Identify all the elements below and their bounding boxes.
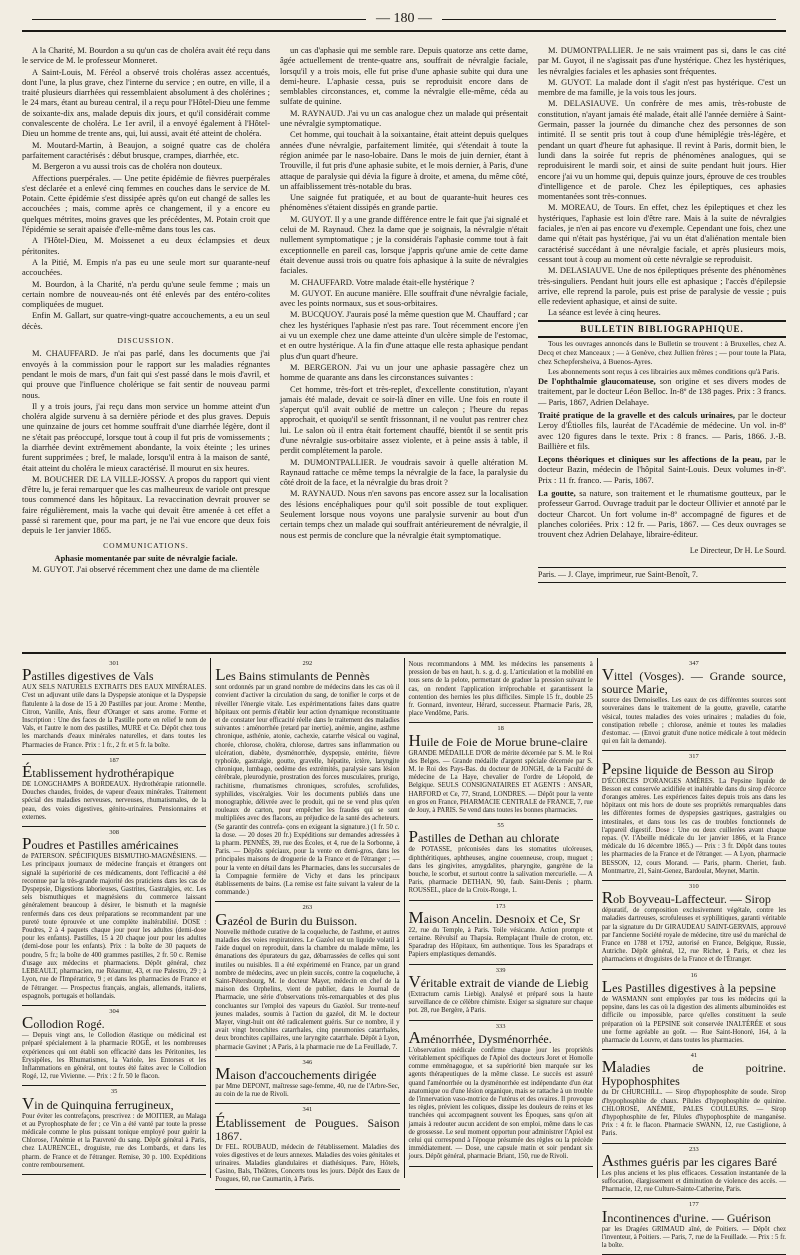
bulletin-intro-2: Les abonnements sont reçus à ces librairies aux mêmes conditions qu'à Paris. [548, 367, 780, 377]
advertisement [22, 755, 206, 827]
paragraph: M. DELASIAUVE. Une de nos épileptiques présente des phénomènes très-singuliers. Pendant huit jours elle est aphasique ; l'accès d'épilepsie arrive, elle reprend la parole, puis est prise de paralysie de vessie ; puis elle redevient aphasique, et ainsi de suite. [538, 266, 786, 307]
bulletin-item-text: son origine et ses divers modes de traitement, par le docteur Léon Belloc. In-8º de 138 pages. Prix : 3 francs. — Paris, 1867, Adrien Delahaye. [538, 377, 787, 407]
paragraph: M. CHAUFFARD. Votre malade était-elle hystérique ? [290, 277, 475, 287]
advertisement [409, 1021, 593, 1167]
ad-text: L'observation médicale confirme chaque jour les propriétés véritablement spécifiques de l'Apiol des docteurs Joret et Homolle comme emménagogue, et sa supériorité bien marquée sur les agents thérapeutiques de la même classe. Le succès est assuré quand l'aménorrhée ou la dysménorrhée est indépendante d'un état anatomique ou d'une lésion organique, mais se rattache à un trouble de l'innervation vaso-motrice de l'utérus et des ovaires. Il provoque les règles, prévient les coliques, dissipe les douleurs de reins et les tranchées qui accompagnent souvent les Époques, sans qu'on ait jamais à redouter aucun accident de son emploi, même dans le cas de grossesse. Le seul moment opportun pour administrer l'Apiol est celui qui correspond à l'époque présumée des règles ou la précède immédiatement. — Dose, une capsule matin et soir pendant six jours. Dépôt général, pharmacie Briant, 150, rue de Rivoli. [408, 1046, 593, 1161]
article-column-1 [22, 46, 270, 646]
communications-text: M. GUYOT. J'ai observé récemment chez une dame de ma clientèle [32, 565, 260, 575]
bulletin-item [538, 455, 786, 486]
ad-text: DE LONGCHAMPS A BORDEAUX. Hydrothérapie rationnelle. Douches chaudes, froides, de vapeur d'eaux minérales. Traitement spécial des maladies nerveuses, nerveuses, rhumatismales, de la peau, des voies digestives, génito-urinaires. Pensionnaires et externes. [22, 781, 207, 821]
advertisement [215, 658, 399, 902]
ad-text: Dr FEL. ROUBAUD, médecin de l'établissement. Maladies des voies digestives et de leurs annexes. Maladies des voies génitales et urinaires. Maladies glandulaires et diathésiques. Pare, Hôtels, Casino, Bals, Théâtres, Concerts tous les jours. Dépôt des Eaux de Pougues, 60, rue Caumartin, à Paris. [215, 1143, 400, 1184]
advertisement [215, 1104, 399, 1189]
ad-title: Collodion Rogé. [22, 1013, 105, 1033]
discussion-heading: DISCUSSION. [117, 336, 175, 346]
advertisement [215, 1057, 399, 1105]
ads-divider [22, 652, 786, 654]
ad-title: Établissement de Pougues. Saison 1867. [215, 1111, 400, 1143]
paragraph: M. GUYOT. Il y a une grande différence entre le fait que j'ai signalé et celui de M. Raynaud. Chez la dame que je soignais, la névralgie n'était nullement symptomatique ; je la considérais l'aphasie comme tout à fait exceptionnelle en pareil cas, lorsque j'appris qu'une amie de cette dame était devenue aussi trois ou quatre fois aphasique à la suite de névralgies faciales. [280, 214, 528, 276]
page-number: — 180 — [376, 11, 432, 26]
ad-column-3 [404, 658, 593, 1178]
bulletin-item-title: La goutte, [538, 488, 576, 498]
advertisement [22, 1086, 206, 1175]
paragraph: M. GUYOT. La malade dont il s'agit n'est pas hystérique. C'est un membre de ma famille, je la vois tous les jours. [538, 77, 786, 98]
paragraph: A la Pitié, M. Empis n'a pas eu une seule mort sur quarante-neuf accouchées. [22, 257, 270, 278]
advertisement [409, 658, 593, 723]
ad-number: 177 [689, 1201, 699, 1209]
advertisement [22, 658, 206, 755]
paragraph: M. RAYNAUD. Nous n'en savons pas encore assez sur la localisation des lésions encéphaliques pour qu'il soit possible de tout expliquer. Seulement lorsque nous voyons une paralysie survenir au bout d'un certain temps chez un malade qui souffrait antérieurement de névralgie, il nous est permis de conclure que la névralgie était symptomatique. [280, 489, 528, 540]
ad-column-1 [22, 658, 206, 1178]
ad-text: GRANDE MÉDAILLE D'OR de mérite décernée par S. M. le Roi des Belges. — Grande médaille d'argent spéciale décernée par S. M. le Roi des Pays-Bas. du docteur de JONGH, de la Faculté de médecine de La Haye, chevalier de l'ordre de Léopold, de Belgique. SEULS CONSIGNATAIRES ET AGENTS : ANSAR, HARFORD et Ce, 77, Strand, LONDRES. — Dépôt pour la vente en gros en France, PHARMACIE CENTRALE de FRANCE, 7, rue de Jouy, à PARIS. Se vend dans toutes les bonnes pharmacies. [408, 749, 593, 815]
bulletin-item-title: De l'ophthalmie glaucomateuse, [538, 377, 656, 387]
ad-text: dépuratif, de composition exclusivement végétale, contre les maladies dartreuses, scrofuleuses et syphilitiques, garanti véritable par la signature du Dr GIRAUDEAU SAINT-GERVAIS, approuvé par l'ancienne Société royale de médecine, titre usé du maréchal de France en 1788 et 1792, autorisé en France, Belgique, Russie, Autriche. Dépôt général, 12, rue Richer, à Paris, et chez les pharmaciens et droguistes de la France et de l'Étranger. [601, 907, 786, 964]
advertisement [409, 820, 593, 900]
ad-number: 263 [302, 904, 313, 912]
ad-text: sont ordonnés par un grand nombre de médecins dans les cas où il convient d'activer la circulation du sang, de tonifier le corps et de réveiller l'énergie vitale. Les expérimentations faites dans quatre hôpitaux ont permis d'établir leur action dynamique reconstituante et de constater leur efficacité réelle dans le traitement des maladies suivantes : aménorrhée (retard par inertie), anémie, angine, asthme chronique, asthénie, atonie, cachexie, catarrhe vésical ou vaginal, chorée, chlorose, choléra, chlorose, dartres sans inflammation ou ulcération, diabète, dysménorrhée, dyspepsie, entérite, fièvre typhoïde, gastralgie, goutte, gravelle, hépatite, ictère, laryngite chronique, lumbago, oedème des extrémités, paralysie sans lésion cérébrale, pleurodynie, prostration des forces musculaires, prurigo, rachitisme, rhumatismes chroniques, scrofules, scrofulides, syphilides, viscéralgies. Voir les documents publiés dans une monographie, délivrée avec le produit, qui ne se vend plus qu'en rouleaux de carton, pour empêcher les fraudes qui se sont multipliées avec des flacons, au préjudice de la santé des acheteurs. (Se garantir des contrefa- çons en exigeant la signature.) (1 fr. 50 c. la dose. — 20 doses 20 fr.) Expéditions sur demandes adressées à la pharm. PENNÈS, 39, rue des Écoles, et 4, rue de la Sorbonne, à Paris. — Dépôts spéciaux, pour la vente en demi-gros, dans les principales maisons de droguerie de la France et de l'étranger ; — pour la vente en détail dans les Pharmacies, dans les succursales de la Compagnie fermière de Vichy et dans les principaux établissements de bains. (La remise est faite suivant la valeur de la commande.) [215, 684, 400, 897]
ad-number: 173 [495, 902, 506, 910]
ad-number: 41 [690, 1052, 698, 1060]
ad-number: 333 [495, 1022, 506, 1030]
advertisement [22, 1006, 206, 1086]
paragraph: Une saignée fut pratiquée, et au bout de quarante-huit heures ces phénomènes s'étaient dissipés en grande partie. [280, 193, 528, 213]
ad-text: 22, rue du Temple, à Paris. Toile vésicante. Action prompte et certaine. Révulsif au Thapsia. Remplaçant l'huile de croton, etc. Sparadrap des Hôpitaux, 6m authentique. Tous les Sparadraps et Papiers emplastiques demandés. [408, 926, 593, 959]
article-columns [22, 46, 786, 646]
printer-line [538, 567, 786, 583]
ad-text: Pour éviter les contrefaçons, prescrivez : de MOITIER, au Malaga et au Pyrophosphate de fer ; ce Vin a été vanté par toute la presse médicale comme le plus puissant tonique employé pour guérir la Chlorose, l'Anémie et la Pauvreté du sang. Dépôt général à Paris, chez LAURENCEL, droguiste, rue des Lombards, et dans les pharm. de France et de l'étranger. Remise, 30 p. 100. Expéditions contre remboursement. [22, 1112, 207, 1169]
ad-number: 310 [689, 883, 699, 891]
advertisement [409, 901, 593, 965]
paragraph: Il y a trois jours, j'ai reçu dans mon service un homme atteint d'un choléra algide survenu à sa dernière période et des plus graves. Depuis une quinzaine de jours cet homme souffrait d'une diarrhée légère, dont il ne s'était pas préoccupé, lorsque tout à coup il fut pris de vomissements ; la diarrhée devint extrêmement abondante, la voix éteinte ; les urines furent supprimées ; bref, le malade, lorsqu'il entra à la maison de santé, était atteint du choléra le mieux caractérisé. Il mourut en six heures. [22, 401, 270, 473]
ad-number: 292 [302, 660, 313, 667]
communications-heading: COMMUNICATIONS. [103, 540, 189, 550]
ad-text: Les plus anciens et les plus efficaces. Cessation instantanée de la suffocation, élargissement et diminution de violence des accès. — Pharmacie, 12, rue Culture-Sainte-Catherine, Paris. [601, 1169, 786, 1194]
ad-column-4 [597, 658, 786, 1249]
paragraph: Cet homme, très-fort et très-replet, d'excellente constitution, n'ayant jamais été malade, devait ce soir-là dîner en ville. Une fois en route il s'aperçut qu'il avait oublié de mettre un caleçon ; l'heure du repas approchait, et quoiqu'il se sentît frissonnant, il ne voulut pas rentrer chez lui. Le salon où il entra était fortement chauffé, bientôt il se sentit pris d'une névralgie sus-orbitaire assez violente, et à peine assis à table, il perdit complétement la parole. [280, 384, 528, 456]
ad-text: AUX SELS NATURELS EXTRAITS DES EAUX MINÉRALES. C'est un adjuvant utile dans la Dyspepsie atonique et la Dyspepsie flatulente à la dose de 15 à 20 Pastilles par jour. Arome : Menthe, Citron, Vanille, Anis, fleur d'Oranger et sans arome. Forme et Inscription : Une des faces de la Pastille porte en relief le nom de Vals, et l'autre le nom des pastilles, MURE et Ce. Dépôt chez tous les marchands d'eaux minérales naturelles, et dans toutes les Pharmacies de France. Prix : 1 fr., 2 fr. et 5 fr. la boîte. [22, 684, 207, 749]
ad-title: Rob Boyveau-Laffecteur. — Sirop [601, 888, 771, 908]
ad-title: Véritable extrait de viande de Liebig [408, 971, 589, 991]
paragraph: M. MOREAU, de Tours. En effet, chez les épileptiques et chez les hystériques, l'aphasie est loin d'être rare. Mais à la suite de névralgies faciales, je n'en ai pas encore vu d'exemple. Cependant une fois, chez une dame qui n'était pas hystérique, j'ai vu un état d'aliénation mentale bien caractérisé succédant à une névralgie faciale, et après plusieurs mois, cessant tout à coup au moment où cette névralgie se reproduisit. [538, 203, 786, 264]
article-column-2 [280, 46, 528, 646]
ad-number: 308 [109, 829, 119, 837]
ad-text: de PATERSON. SPÉCIFIQUES BISMUTHO-MAGNÉSIENS. — Les principaux journaux de médecine français et étrangers ont signalé la supériorité de ces médicaments, dont l'efficacité a été reconnue par la très-grande majorité des praticiens dans les cas de Dyspepsie, Digestions laborieuses, Gastrites, Gastralgies, etc. Les sels bismuthiques et magnésiens du commerce laissant généralement beaucoup à désirer, le bismuth et la magnésie renfermés dans ces deux préparations se recommandent par une pureté toute éprouvée et une complète inaltérabilité. DOSE : Poudres, 2 à 4 paquets chaque jour pour les adultes (demi-dose pour les enfants). Pastilles, 15 à 20 chaque jour pour les adultes (demi-dose pour les enfants). Prix : la boîte de 30 paquets de poudre, 5 fr.; la boîte de 400 grammes pastilles, 2 fr. 50 c. Remise d'usage aux médecins et pharmaciens. Dépôt général, chez LEBEAULT, pharmacien, rue Réaumur, 43, et rue Palestro, 29 ; à Lyon, rue de l'Impératrice, 9 ; et dans les pharmacies de France et de l'étranger. — Prospectus français, anglais, allemands, italiens, espagnols, portugais et hollandais. [22, 853, 207, 1000]
paragraph: M. BOUCHER DE LA VILLE-JOSSY. A propos du rapport qui vient d'être lu, je ferai remarquer que les cas malheureux de variole ont presque tous commencé dans les hôpitaux. La revaccination devrait prouver se faire régulièrement, mais la vache qui devait être amenée à cet effet a passé si rarement que, pour ma part, je ne l'ai vue encore que deux fois depuis le 1er janvier 1865. [22, 474, 270, 536]
ad-number: 16 [690, 971, 698, 979]
ad-title: Établissement hydrothérapique [22, 762, 175, 782]
ad-title: Incontinences d'urine. — Guérison [601, 1206, 771, 1226]
ad-number: 187 [109, 756, 119, 764]
header-rule-left [32, 19, 366, 20]
ad-number: 339 [495, 966, 506, 974]
printer-text: Paris. — J. Claye, imprimeur, rue Saint-Benoît, 7. [538, 569, 698, 579]
bulletin-item-title: Traité pratique de la gravelle et des calculs urinaires, [538, 410, 735, 420]
ad-number: 347 [689, 660, 699, 667]
paragraph: A la Charité, M. Bourdon a su qu'un cas de choléra avait été reçu dans le service de M. le professeur Monneret. [22, 46, 270, 66]
ad-number: 341 [302, 1106, 313, 1114]
paragraph: La séance est levée à cinq heures. [548, 308, 661, 318]
paragraph: M. CHAUFFARD. Je n'ai pas parlé, dans les documents que j'ai envoyés à la commission pour le rapport sur les maladies régnantes pendant le mois de mars, d'un fait qui s'est passé dans le mois d'avril, et qui prouve que l'influence cholérique se fait sentir de nouveau parmi nous. [22, 349, 270, 400]
ad-text: source des Demoiselles. Les eaux de ces différentes sources sont souveraines dans le traitement de la goutte, gravelle, catarrhe vésical, toutes maladies des voies urinaires ; maladies du foie, constipation rebelle ; chlorose, anémie et toutes les maladies d'estomac. — (Envoi gratuit d'une notice médicale à tout médecin qui en fait la demande). [601, 697, 786, 746]
ad-text: de WASMANN sont employées par tous les médecins qui la pepsine, dans les cas où la digestion des aliments albuminoïdes est difficile ou impossible, parce qu'elles constituent la seule préparation où la PEPSINE soit conservée INALTÉRÉE et sous une forme agréable au goût. — Rue Saint-Honoré, 164, à la pharmacie du Louvre, et dans toutes les pharmacies. [601, 995, 786, 1044]
paragraph: M. RAYNAUD. J'ai vu un cas analogue chez un malade qui présentait une névralgie symptomatique. [280, 108, 528, 129]
paragraph: M. Moutard-Martin, à Beaujon, a soigné quatre cas de choléra parfaitement caractérisés : début brusque, crampes, diarrhée, etc. [22, 140, 270, 160]
bulletin-title: BULLETIN BIBLIOGRAPHIQUE. [538, 320, 786, 338]
advertisement [409, 965, 593, 1021]
header-rule-right [442, 19, 776, 20]
ad-number: 301 [109, 660, 119, 667]
paragraph: M. Bergeron a vu aussi trois cas de choléra non douteux. [32, 162, 223, 172]
ad-title: Huile de Foie de Morue brune-claire [408, 730, 588, 750]
ad-text: par Mme DEPONT, maîtresse sage-femme, 40, rue de l'Arbre-Sec, au coin de la rue de Rivoli. [215, 1082, 400, 1099]
paragraph: M. GUYOT. En aucune manière. Elle souffrait d'une névralgie faciale, avec les points normaux, sus et sous-orbitaires. [280, 288, 528, 309]
ad-number: 18 [497, 725, 504, 733]
ad-text: par les Dragées GRIMAUD aîné, de Poitiers. — Dépôt chez l'inventeur, à Poitiers. — Paris, 7, rue de la Feuillade. — Prix : 5 fr. la boîte. [601, 1225, 786, 1249]
advertisement [602, 751, 786, 881]
page-header [22, 8, 786, 32]
communications-title: Aphasie momentanée par suite de névralgie faciale. [54, 553, 238, 563]
ad-title: Les Bains stimulants de Pennès [215, 665, 370, 685]
ad-text: (Extractum carnis Liebig). Analysé et préparé sous la haute surveillance de ce célèbre chimiste. Exiger sa signature sur chaque pot. 28, rue Bergère, à Paris. [408, 990, 593, 1015]
ad-text: — Depuis vingt ans, le Collodion élastique ou médicinal est préparé spécialement à la pharmacie ROGÉ, et les nombreuses expériences qui ont établi son efficacité dans les Péritonites, les Érysipèles, les Rhumatismes, la Variole, les Entorses et les Inflammations en général, ont toutes été faites avec le Collodion Rogé, 12, rue Vivienne. — Prix : 2 fr. 50 le flacon. [22, 1032, 207, 1081]
bulletin-item [538, 377, 786, 408]
ad-number: 317 [689, 753, 699, 761]
ad-title: Maladies de poitrine. Hypophosphites [601, 1057, 786, 1089]
ad-number: 35 [110, 1088, 118, 1096]
ad-title: Gazéol de Burin du Buisson. [215, 909, 358, 929]
paragraph: Enfin M. Gallart, sur quatre-vingt-quatre accouchements, a eu un seul décès. [22, 311, 270, 331]
ad-title: Asthmes guéris par les cigares Baré [601, 1150, 777, 1170]
advertisement [409, 723, 593, 820]
bulletin-item-text: par le docteur Leroy d'Étiolles fils, lauréat de l'Académie de médecine. Un vol. in-8º avec 120 figures dans le texte. Prix : 8 francs. — Paris, 1866. J.-B. Baillière et fils. [538, 410, 786, 451]
ad-number: 346 [302, 1058, 313, 1066]
ad-text: D'ÉCORCES D'ORANGES AMÈRES. La Pepsine liquide de Besson est conservée acidifiée et inaltérable dans du sirop d'écorce d'oranges amères. Les expériences faites depuis trois ans dans les hôpitaux ont mis hors de doute ses propriétés remarquables dans les différentes formes de dyspepsies gastriques, gastralgies ou intestinales, et dans tous les cas de troubles fonctionnels de l'appareil digestif. Dose : Une ou deux cuillerées avant chaque repas. (V. l'Abeille médicale du 1er janvier 1866, et la France médicale du 16 décembre 1865.) — Prix : 3 fr. Dépôt dans toutes les pharmacies de la France et de l'étranger. — A Lyon, pharmacie BESSON, 12, cours Morand. — Paris, pharm. Cheriet, faub. Montmartre, 21, Saint-Genez, Bardoulat, Meynet, Martin. [601, 777, 786, 875]
bulletin-item-text: sa nature, son traitement et le rhumatisme goutteux, par le professeur Garrod. Ouvrage traduit par le docteur Ollivier et annoté par le docteur Charcot. Un fort volume in-8º accompagné de figures et de planches coloriées. Prix : 12 fr. — Paris, 1867. — Ces deux ouvrages se trouvent chez Adrien Delahaye, libraire-éditeur. [538, 488, 786, 540]
advertisement [215, 902, 399, 1056]
ad-text: du Dr CHURCHILL. — Sirop d'hypophosphite de soude. Sirop d'hypophosphite de chaux. Pilules d'hypophosphite de quinine. CHLOROSE, ANÉMIE, PALES COULEURS. — Sirop d'hypophosphite de fer, Pilules d'hypophosphite de manganèse. Prix : 4 fr. le flacon. Pharmacie SWANN, 12, rue Castiglione, à Paris. [601, 1089, 786, 1138]
paragraph: M. BERGERON. J'ai vu un jour une aphasie passagère chez un homme de quarante ans dans les circonstances suivantes : [280, 362, 528, 383]
bulletin-item-text: par le docteur Bazin, médecin de l'hôpital Saint-Louis. Deux volumes in-8º. Prix : 11 fr. franco. — Paris, 1867. [538, 455, 786, 485]
ad-title: Aménorrhée, Dysménorrhée. [408, 1027, 552, 1047]
ad-number: 55 [497, 822, 504, 830]
ad-title: Pastilles digestives de Vals [22, 665, 154, 685]
advertisement-section [22, 658, 786, 1249]
paragraph: Affections puerpérales. — Une petite épidémie de fièvres puerpérales s'est déclarée et a enlevé cinq femmes en couches dans le service de M. Potain. Cette épidémie s'est dissipée après qu'on eut changé de salles les accouchées ; mais, comme après ce changement, il y a encore eu quelques métrites, moins graves que les précédentes, M. Potain croit que l'épidémie se serait apaisée d'elle-même dans tous les cas. [22, 173, 270, 235]
bulletin-item-title: Leçons théoriques et cliniques sur les affections de la peau, [538, 455, 762, 465]
paragraph: M. DUMONTPALLIER. Je voudrais savoir à quelle altération M. Raynaud rattache ce même temps la névralgie de la face, la paralysie du côté droit de la face, et la névralgie du bras droit ? [280, 457, 528, 488]
ad-title: Maison d'accouchements dirigée [215, 1063, 377, 1083]
article-column-3 [538, 46, 786, 646]
ad-title: Maison Ancelin. Desnoix et Ce, Sr [408, 907, 580, 927]
ad-title: Vin de Quinquina ferrugineux, [22, 1093, 174, 1113]
paragraph: A Saint-Louis, M. Féréol a observé trois choléras assez accentués, dont l'une, la plus grave, chez l'interne du service ; en outre, en ville, il a traité plusieurs diarrhées qui ressemblaient absolument à des cholérines ; le 24 mars, étant au bureau central, il a reçu pour l'Hôtel-Dieu une femme de soixante-dix ans, malade depuis dix jours, et qu'il considérait comme convalescente de choléra. Le 1er avril, il a envoyé également à l'Hôtel-Dieu un homme de trente ans, qui, lui aussi, avait été atteint de choléra. [22, 67, 270, 139]
ad-title: Poudres et Pastilles américaines [22, 834, 179, 854]
paragraph: Cet homme, qui touchait à la soixantaine, était atteint depuis quelques années d'une névralgie, parfaitement limitée, qui s'étendait à toute la région animée par le naso-lobaire. Dans le mois de juin dernier, étant à Trouville, il fut pris d'une aphasie subite, et le mois dernier, à Paris, d'une attaque de paralysie qui dévia la figure à droite, et amena, du même côté, un affaiblissement très-notable du bras. [280, 130, 528, 191]
advertisement [602, 970, 786, 1050]
paragraph: M. BUCQUOY. J'aurais posé la même question que M. Chauffard ; car chez les hystériques l'aphasie n'est pas rare. Tout récemment encore j'en ai vu un exemple chez une dame atteinte d'un ulcère simple de l'estomac, et en outre hystérique. A la fin d'une attaque elle resta aphasique pendant plus d'un quart d'heure. [280, 310, 528, 361]
paragraph: M. Bourdon, à la Charité, n'a perdu qu'une seule femme ; mais un certain nombre de nouveau-nés ont été enlevés par des entéro-colites compliquées de muguet. [22, 279, 270, 310]
bulletin-item [538, 489, 786, 540]
advertisement [602, 658, 786, 751]
ad-title: Vittel (Vosges). — Grande source, source Marie, [601, 665, 786, 697]
paragraph: un cas d'aphasie qui me semble rare. Depuis quatorze ans cette dame, âgée actuellement de trente-quatre ans, souffrait de névralgie faciale, lorsqu'il y a trois mois, elle fut prise d'une aphasie subite qui dura une demi-heure. L'aphasie cessa, puis se reproduisit encore dans de semblables circonstances, et, comme la névralgie elle-même, céda au sulfate de quinine. [280, 46, 528, 107]
advertisement [602, 1144, 786, 1200]
ad-number: 304 [109, 1007, 119, 1015]
ad-title: Pastilles de Dethan au chlorate [408, 827, 560, 847]
paragraph: M. DELASIAUVE. Un confrère de mes amis, très-robuste de constitution, n'ayant jamais été malade, était allé l'année dernière à Saint-Germain, passer la journée du dimanche chez des personnes de son intimité. Il se sentit pris tout à coup d'une hémiplégie très-légère, et pendant un quart d'heure fut aphasique. Il revint à Paris, dormit bien, le lundi dans la soirée fut repris de phénomènes analogues, qui se reproduisirent le mardi soir, et ainsi de suite pendant huit jours. Hier encore j'ai vu un homme qui, depuis quinze jours, éprouve de ces troubles d'intelligence et de parole. Chez les épileptiques, ces aphasies momentanées sont très-connues. [538, 99, 786, 202]
ad-text: Nous recommandons à MM. les médecins les pansements à pression de bas en haut, h. s. g. d. g. L'articulation et la mobilité en tous sens de la pelote, permettant de graduer la pression suivant le cas, on rendent l'application irréprochable et garantissent la contention des hernies les plus difficiles. Simple 15 fr., double 25 fr. Gonnard, inventeur, Hérard, successeur. Pharmacie Paris, 28, place Vendôme, Paris. [408, 661, 593, 718]
ad-text: de POTASSE, préconisées dans les stomatites ulcéreuses, diphthéritiques, aphtheuses, angine couenneuse, croup, muguet ; dans les gingivites, amygdalites, pharyngite, gangrène de la bouche, le scorbut, et surtout contre la salivation mercurielle. — A Paris, pharmacie DETHAN, 90, faub. Saint-Denis ; pharm. ROUSSEL, place de la Croix-Rouge, 1. [408, 846, 593, 895]
paragraph: A l'Hôtel-Dieu, M. Moissenet a eu deux éclampsies et deux péritonites. [22, 236, 270, 256]
ad-column-2 [210, 658, 400, 1184]
advertisement [602, 881, 786, 970]
paragraph: M. DUMONTPALLIER. Je ne sais vraiment pas si, dans le cas cité par M. Guyot, il ne s'agissait pas d'une hystérique. Chez les hystériques, les névralgies faciales et les aphasies sont fréquentes. [538, 46, 786, 76]
advertisement [22, 827, 206, 1006]
ad-number: 233 [689, 1145, 699, 1153]
bulletin-item [538, 411, 786, 452]
advertisement [602, 1050, 786, 1143]
gerant-signature: Le Directeur, Dr H. Le Sourd. [689, 546, 786, 556]
bulletin-intro: Tous les ouvrages annoncés dans le Bulletin se trouvent : à Bruxelles, chez A. Decq et chez Manceaux ; — à Genève, chez Jullien frères ; — pour toute la Plata, chez Schepfersheiva, à Buenos-Ayres. [538, 339, 786, 367]
advertisement [602, 1199, 786, 1255]
ad-title: Les Pastilles digestives à la pepsine [601, 976, 776, 996]
ad-title: Pepsine liquide de Besson au Sirop [601, 758, 774, 778]
ad-text: Nouvelle méthode curative de la coqueluche, de l'asthme, et autres maladies des voies respiratoires. Le Gazéol est un liquide volatil à l'aide duquel on reproduit, dans la chambre du malade même, les émanations des épurateurs du gaz, débarrassées de celles qui sont inutiles ou nuisibles. Il a été expérimenté en France, par un grand nombre de médecins, avec un plein succès, contre la coqueluche, à Saint-Pétersbourg, M. le docteur Mayer, médecin en chef de la maison des Orphelins, vient de publier, dans le Journal de Pharmacie, une série d'observations très-remarquables et des plus concluantes sur l'emploi des vapeurs du Gazéol. Sur trente-neuf jeunes malades, soumis à l'action du gazéol, dit M. le docteur Mayer, vingt-huit ont été radicalement guéris. Sur ce nombre, il y avait vingt bronchites catarrhales, cinq pneumonies catarrhales, deux bronchites capillaires, une laryngite catarrhale. Dépôt à Lyon, pharmacie Gavinet ; A Paris, à la pharmacie rue de La Feuillade, 7. [215, 928, 400, 1051]
